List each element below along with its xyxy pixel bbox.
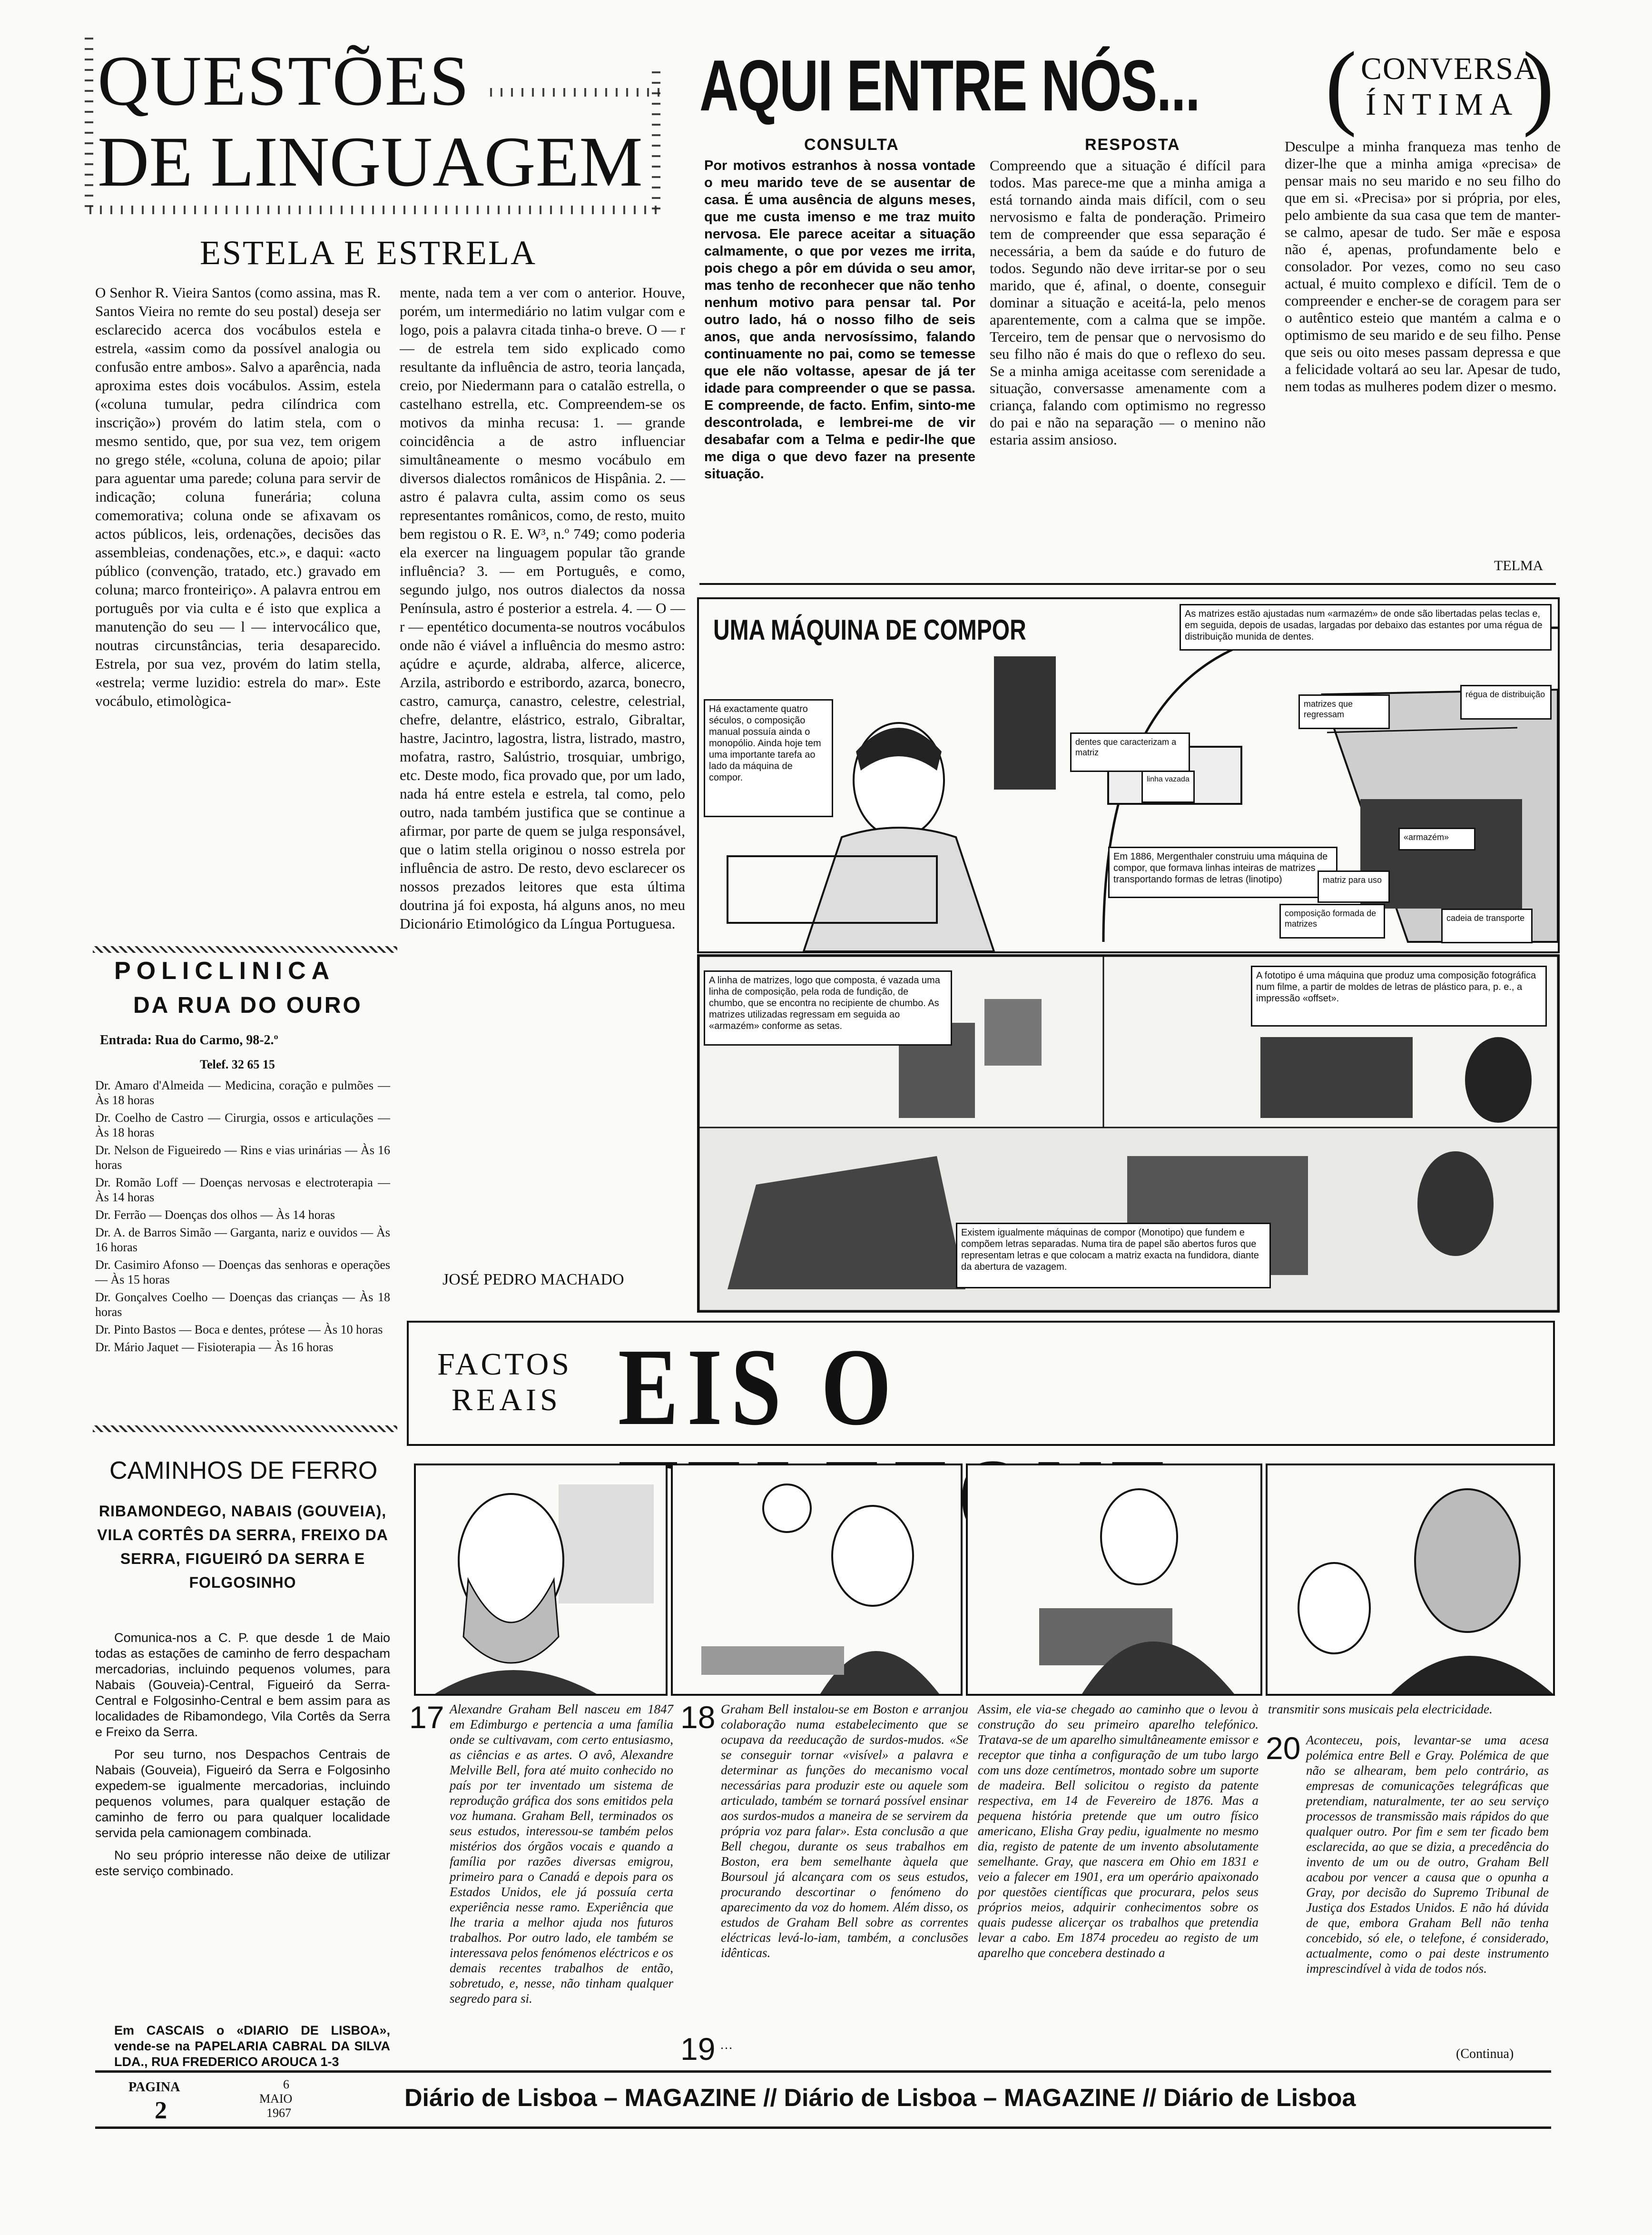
- doctor-item: Dr. Amaro d'Almeida — Medicina, coração e pulmões — Às 18 horas: [95, 1078, 390, 1107]
- policlinica-phone: Telef. 32 65 15: [200, 1058, 275, 1071]
- aqui-subtitle-top: CONVERSA: [1361, 51, 1538, 86]
- doctor-item: Dr. Coelho de Castro — Cirurgia, ossos e articulações — Às 18 horas: [95, 1111, 390, 1139]
- label-dentes: dentes que caracterizam a matriz: [1070, 732, 1190, 772]
- caminhos-subtitle: RIBAMONDEGO, NABAIS (GOUVEIA), VILA CORTÊS DA SERRA, FREIXO DA SERRA, FIGUEIRÓ DA SERRA E FOLGOSINHO: [97, 1503, 388, 1591]
- paren-close: ): [1523, 33, 1554, 138]
- workbench: [701, 1646, 844, 1675]
- panel-number-20: 20: [1266, 1731, 1301, 1766]
- panel-number-18: 18: [680, 1700, 716, 1735]
- footer-rule: [95, 2070, 1551, 2073]
- text-17: Alexandre Graham Bell nasceu em 1847 em Edimburgo e pertencia a uma família onde se cultivavam, com certo entusiasmo, as ciências e as artes. O avô, Alexandre Melville Bell, fora até muito conhecido no país por ter inventado um sistema de reprodução gráfica dos sons emitidos pela voz humana. Graham Bell, terminados os seus estudos, interessou-se também pelos mistérios dos órgãos vocais e quando a família por razões diversas emigrou, primeiro para o Canadá e depois para os Estados Unidos, ele já possuía certa experiência nesse ramo. Experiência que lhe traria a melhor ajuda nos futuros trabalhos. Por outro lado, ele também se interessava pelos fenómenos eléctricos e os demais recentes trabalhos de então, sobretudo, e, nesse, não tinham qualquer segredo para si.: [450, 1702, 673, 2006]
- bell-young-head: [832, 1506, 913, 1606]
- bell-face-19: [1101, 1489, 1177, 1584]
- signature: TELMA: [1494, 558, 1544, 574]
- paren-open: (: [1325, 33, 1357, 138]
- telefone-title-box: [407, 1321, 1555, 1446]
- doctor-item: Dr. Pinto Bastos — Boca e dentes, prótese — Às 10 horas: [95, 1323, 383, 1336]
- doctor-item: Dr. Gonçalves Coelho — Doenças das crianças — Às 18 horas: [95, 1290, 390, 1319]
- caption-fototipo: A fototipo é uma máquina que produz uma composição fotográfica num filme, a partir de moldes de letras de plástico para, p. e., a impressão «offset».: [1251, 966, 1547, 1027]
- caminhos-body: Comunica-nos a C. P. que desde 1 de Maio todas as estações de caminho de ferro despacham mercadorias, incluindo pequenos volumes, para Nabais (Gouveia)-Central, Figueiró da Serra-Central e Folgosinho-Central e bem assim para as localidades de Ribamondego, Vila Cortês da Serra e Freixo da Serra. Por seu turno, nos Despachos Centrais de Nabais (Gouveia), Figueiró da Serra e Folgosinho expedem-se igualmente mercadorias, incluindo pequenos volumes, para qualquer estação de caminho de ferro ou para qualquer localidade servida pela camionagem combinada. No seu próprio interesse não deixe de utilizar este serviço combinado.: [95, 1631, 390, 1878]
- label-matrizes-regressam: matrizes que regressam: [1298, 694, 1390, 729]
- policlinica-border-bottom: [93, 1425, 397, 1432]
- bell-lab-illustration: [673, 1465, 961, 1694]
- comic-panel-20: [1266, 1464, 1555, 1696]
- text-19-start: …: [721, 2037, 733, 2052]
- resposta-continuation: Desculpe a minha franqueza mas tenho de dizer-lhe que a minha amiga «precisa» de pensar mais no seu marido e no seu filho do que em si. «Precisa» por si própria, por eles, pelo ambiente da sua casa que tem de manter-se calmo, apesar de tudo. Ser mãe e esposa não é, apenas, profundamente belo e consolador. Por vezes, como no seu caso actual, é muito complexo e difícil. Tem de o compreender e encher-se de coragem para ser o autêntico esteio que mantém a calma e o optimismo de seu marido e de seu filho. Pense que seis ou oito meses passam depressa e que a felicidade voltará ao seu lar. Apesar de tudo, nem todas as mulheres podem dizer o mesmo.: [1285, 138, 1561, 395]
- article-title: ESTELA E ESTRELA: [200, 234, 537, 272]
- label-matriz-uso: matriz para uso: [1318, 870, 1390, 903]
- doctor-item: Dr. Nelson de Figueiredo — Rins e vias urinárias — Às 16 horas: [95, 1143, 390, 1172]
- comic-panel-18: [671, 1464, 963, 1696]
- text-20: Aconteceu, pois, levantar-se uma acesa polémica entre Bell e Gray. Polémica de que não se alhearam, bem pelo contrário, as empresas de comunicações telegráficas que pretendiam, naturalmente, ter ao seu serviço processos de transmissão mais rápidos do que qualquer outro. Por fim e sem ter ficado bem esclarecida, ao que se dizia, a precedência do invento de um ou de outro, Graham Bell acabou por vencer a causa que o opunha a Gray, por decisão do Supremo Tribunal de Justiça dos Estados Unidos. E não há dúvida de que, embora Graham Bell não tenha concebido, só ele, o telefone, é considerado, actualmente, como o pai deste instrumento imprescindível à vida de todos nós.: [1306, 1733, 1549, 1976]
- caption-quatro-seculos: Há exactamente quatro séculos, o composição manual possuía ainda o monopólio. Ainda hoje tem uma importante tarefa ao lado da máquina de compor.: [704, 699, 833, 817]
- doctor-item: Dr. Mário Jaquet — Fisioterapia — Às 16 horas: [95, 1340, 334, 1354]
- questoes-header-line1: QUESTÕES: [98, 41, 470, 120]
- caption-armazem: As matrizes estão ajustadas num «armazém» de onde são libertadas pelas teclas e, em seguida, depois de usadas, largadas por debaixo das estantes por uma régua de distribuição munida de dentes.: [1180, 604, 1552, 651]
- typesetter-body: [804, 828, 994, 951]
- caption-1886: Em 1886, Mergenthaler construiu uma máquina de compor, que formava linhas inteiras de matrizes transportando formas de letras (linotipo): [1108, 847, 1337, 898]
- label-regua: régua de distribuição: [1460, 685, 1552, 720]
- caption-monotipo: Existem igualmente máquinas de compor (Monotipo) que fundem e compõem letras separadas. Numa tira de papel são abertos furos que representam letras e que colocam a matriz exacta na fundidora, diante da abertura de vazagem.: [956, 1223, 1271, 1288]
- page-number: 2: [155, 2097, 167, 2124]
- label-composicao: composição formada de matrizes: [1279, 904, 1385, 939]
- policlinica-border-top: [93, 946, 397, 953]
- comic-panel-17: [414, 1464, 668, 1696]
- header-ornament-bottom: [85, 206, 660, 214]
- maquina-title: UMA MÁQUINA DE COMPOR: [713, 614, 1026, 646]
- aqui-title: AQUI ENTRE NÓS...: [699, 45, 1200, 126]
- maquina-panel-bottom: [697, 954, 1560, 1313]
- label-cadeia: cadeia de transporte: [1441, 909, 1533, 943]
- gray-face: [1298, 1563, 1370, 1653]
- bell-portrait-illustration: [416, 1465, 666, 1694]
- caption-linha-matrizes: A linha de matrizes, logo que composta, é vazada uma linha de composição, pela roda de fundição, de chumbo, que se encontra no recipiente de chumbo. As matrizes utilizadas regressam em seguida ao «armazém» conforme as setas.: [704, 970, 952, 1046]
- telefone-title: EIS O: [618, 1326, 900, 1448]
- operator-figure: [1465, 1037, 1532, 1123]
- policlinica-address: Entrada: Rua do Carmo, 98-2.º: [100, 1033, 278, 1048]
- date-month: MAIO: [259, 2092, 293, 2106]
- bell-apparatus-illustration: [968, 1465, 1260, 1694]
- policlinica-title1: POLICLINICA: [114, 957, 335, 985]
- policlinica-title2: DA RUA DO OURO: [133, 993, 363, 1018]
- pagina-label: PAGINA: [128, 2080, 180, 2095]
- consulta-heading: CONSULTA: [804, 136, 899, 154]
- fototipo-machine: [1260, 1037, 1413, 1118]
- divider: [699, 583, 1556, 585]
- wall-clock: [763, 1484, 811, 1532]
- doctor-item: Dr. Casimiro Afonso — Doenças das senhoras e operações — Às 15 horas: [95, 1258, 390, 1286]
- questoes-column-2: mente, nada tem a ver com o anterior. Houve, porém, um intermediário no latim vulgar com e logo, pois a palavra citada tinha-o breve. O — r — de estrela tem sido explicado como resultante da influência de astro, teoria lançada, creio, por Niedermann para o catalão estrella, o castelhano estrella, etc. Compreendem-se os motivos da minha recusa: 1. — grande coincidência a de astro influenciar simultâneamente o mesmo vocábulo em diversos dialectos românicos de Hispânia. 2. — astro é palavra culta, assim como os seus representantes românicos, como, de resto, muito bem registou o R. E. W³, n.º 749; como poderia ela exercer na linguagem popular tão grande influência? 3. — em Português, e como, segundo julgo, nos outros dialectos da nossa Península, astro é posterior a estrela. 4. — O — r — epentético documenta-se noutros vocábulos onde não é viável a influência do mesmo astro: açúdre e açurde, aldraba, alferce, alicerce, Arzila, astribordo e estribordo, azarca, bonecro, castro, camurça, canastro, celestre, celestrial, chefre, delantre, elástrico, estralo, Gibraltar, hastre, Jacintro, lagostra, listra, listrado, mastro, mofatra, rastro, Salústrio, trosquiar, umbrigo, etc. Deste modo, fica provado que, por um lado, nada há entre estela e estrela, tal como, pelo outro, nada também justifica que se continue a afirmar, por parte de quem se julga responsável, que o latim stella originou o nosso estrela por influência de astro. De resto, devo esclarecer os nossos prezados leitores que esta última doutrina já foi exposta, há alguns anos, no meu Dicionário Etimológico da Língua Portuguesa.: [400, 284, 685, 932]
- panel-number-17: 17: [409, 1700, 444, 1735]
- date-year: 1967: [266, 2106, 291, 2120]
- header-ornament-left: [85, 36, 93, 212]
- text-19: Assim, ele via-se chegado ao caminho que o levou à construção do seu primeiro aparelho telefónico. Tratava-se de um aparelho simultâneamente emissor e receptor que tinha a configuração de um tubo largo com uns doze centímetros, montado sobre um suporte de madeira. Bell solicitou o registo da patente respectiva, em 14 de Fevereiro de 1876. Mas a pequena história pretende que um outro físico americano, Elisha Gray pediu, igualmente no mesmo dia, registo de patente de um invento absolutamente semelhante. Gray, que nascera em Ohio em 1831 e veio a falecer em 1901, era um operário apaixonado por questões científicas que procurara, pelos seus próprios meios, adquirir conhecimentos sobre os quais pudesse alicerçar os trabalhos que pretendia levar a cabo. Em 1874 procedeu ao registo de um aparelho que concebera destinado a: [978, 1702, 1259, 1960]
- doctor-item: Dr. Romão Loff — Doenças nervosas e electroterapia — Às 14 horas: [95, 1176, 390, 1204]
- resposta-text: Compreendo que a situação é difícil para todos. Mas parece-me que a minha amiga a está tornando ainda mais difícil, com o seu nervosismo e falta de ponderação. Primeiro tem de compreender que essa separação é necessária, a bem da saúde e do futuro de todos. Segundo não deve irritar-se por o seu marido, que é, afinal, o doente, conseguir dominar a situação e aceitá-la, pelo menos aparentemente, com a calma que se impõe. Terceiro, tem de pensar que o nervosismo do seu filho não é mais do que o reflexo do seu. Se a minha amiga aceitasse com serenidade a situação, conversasse amenamente com a criança, falando com optimismo no regresso do pai e não na separação — o menino não estaria assim ansioso.: [990, 157, 1266, 448]
- panel-number-19: 19: [680, 2031, 716, 2067]
- bell-gray-illustration: [1268, 1465, 1553, 1694]
- maquina-panel-top: [697, 597, 1560, 953]
- bell-coat-20: [1391, 1656, 1553, 1694]
- comic-panel-19: [966, 1464, 1262, 1696]
- date-day: 6: [283, 2077, 289, 2091]
- kicker-factos: FACTOS: [437, 1347, 572, 1382]
- linotype-top: [984, 999, 1042, 1066]
- consulta-text: Por motivos estranhos à nossa vontade o meu marido teve de se ausentar de casa. É uma ausência de alguns meses, que me custa imenso e me traz muito nervosa. Ele parece aceitar a situação calmamente, o que por vezes me irrita, pois chego a pôr em dúvida o seu amor, mas tenho de reconhecer que não tenho nenhum motivo para pensar tal. Por outro lado, há o nosso filho de seis anos, que anda nervosíssimo, falando continuamente no pai, como se temesse que ele não voltasse, apesar de já ter idade para compreender o que se passa. E compreende, de facto. Enfim, sinto-me descontrolada, e lembrei-me de vir desabafar com a Telma e pedir-lhe que me diga o que devo fazer na presente situação.: [704, 158, 975, 482]
- header-ornament-top: [485, 88, 666, 97]
- caminhos-title: CAMINHOS DE FERRO: [109, 1457, 378, 1484]
- doctor-list: [95, 1078, 390, 1411]
- resposta-heading: RESPOSTA: [1085, 136, 1180, 154]
- questoes-column-1: O Senhor R. Vieira Santos (como assina, mas R. Santos Vieira no remte do seu postal) deseja ser esclarecido acerca dos vocábulos estela e estrela, «assim como da possível analogia ou confusão entre ambos». Salvo a aparência, nada aproxima estes dois vocábulos. Assim, estela («coluna tumular, pedra cilíndrica com inscrição») provém do latim stela, com o mesmo sentido, que, por sua vez, tem origem no grego stéle, «coluna, coluna de apoio; pilar para aguentar uma parede; coluna para servir de indicação; coluna funerária; coluna comemorativa; coluna onde se afixavam os actos públicos, leis, ordenações, decisões das assembleias, condenações, etc.», e daqui: «acto público (convenção, tratado, etc.) gravado em coluna; marco fronteiriço». A palavra entrou em português por via culta e é isto que explica a manutenção do seu — l — intervocálico que, noutras circunstâncias, teria desaparecido. Estrela, por sua vez, provém do latim stella, «estrela; verme luzidio: estrela do mar». Este vocábulo, etimològica-: [95, 284, 381, 709]
- footer-banner: Diário de Lisboa – MAGAZINE // Diário de Lisboa – MAGAZINE // Diário de Lisboa: [404, 2084, 1356, 2112]
- aqui-subtitle-bottom: ÍNTIMA: [1366, 87, 1519, 122]
- questoes-author: JOSÉ PEDRO MACHADO: [442, 1271, 624, 1288]
- cascais-notice: Em CASCAIS o «DIARIO DE LISBOA», vende-se na PAPELARIA CABRAL DA SILVA LDA., RUA FREDERICO AROUCA 1-3: [114, 2023, 390, 2069]
- bell-coat: [435, 1670, 597, 1694]
- text-18: Graham Bell instalou-se em Boston e arranjou colaboração numa estabelecimento que se ocupava da reeducação de surdos-mudos. «Se se conseguir tornar «visível» a palavra e determinar as funções do mecanismo vocal necessárias para produzir este ou aquele som articulado, também se tornará possível ensinar aos surdos-mudos a maneira de se servirem da própria voz para falar». Esta conclusão a que Bell chegou, durante os seus trabalhos em Boston, era bem semelhante àquela que Boursoul já alcançara com os seus estudos, procurando descortinar o fenómeno do aparecimento da voz do homem. Além disso, os estudos de Graham Bell sobre as correntes eléctricas levá-lo-iam, também, a conclusões idênticas.: [721, 1702, 968, 1960]
- doctor-item: Dr. Ferrão — Doenças dos olhos — Às 14 horas: [95, 1208, 335, 1222]
- dark-pillar: [994, 656, 1056, 790]
- text-20-lead: transmitir sons musicais pela electricidade.: [1268, 1702, 1493, 1716]
- kicker-reais: REAIS: [452, 1383, 561, 1417]
- operator-figure-2: [1417, 1151, 1494, 1256]
- window: [559, 1484, 654, 1603]
- footer-rule-bottom: [95, 2126, 1551, 2129]
- questoes-header-line2: DE LINGUAGEM: [98, 122, 643, 201]
- label-armazem: «armazém»: [1398, 828, 1475, 850]
- continua: (Continua): [1456, 2047, 1514, 2061]
- doctor-item: Dr. A. de Barros Simão — Garganta, nariz e ouvidos — Às 16 horas: [95, 1226, 390, 1254]
- label-linha-vazada: linha vazada: [1141, 771, 1195, 803]
- bell-profile: [1415, 1489, 1520, 1632]
